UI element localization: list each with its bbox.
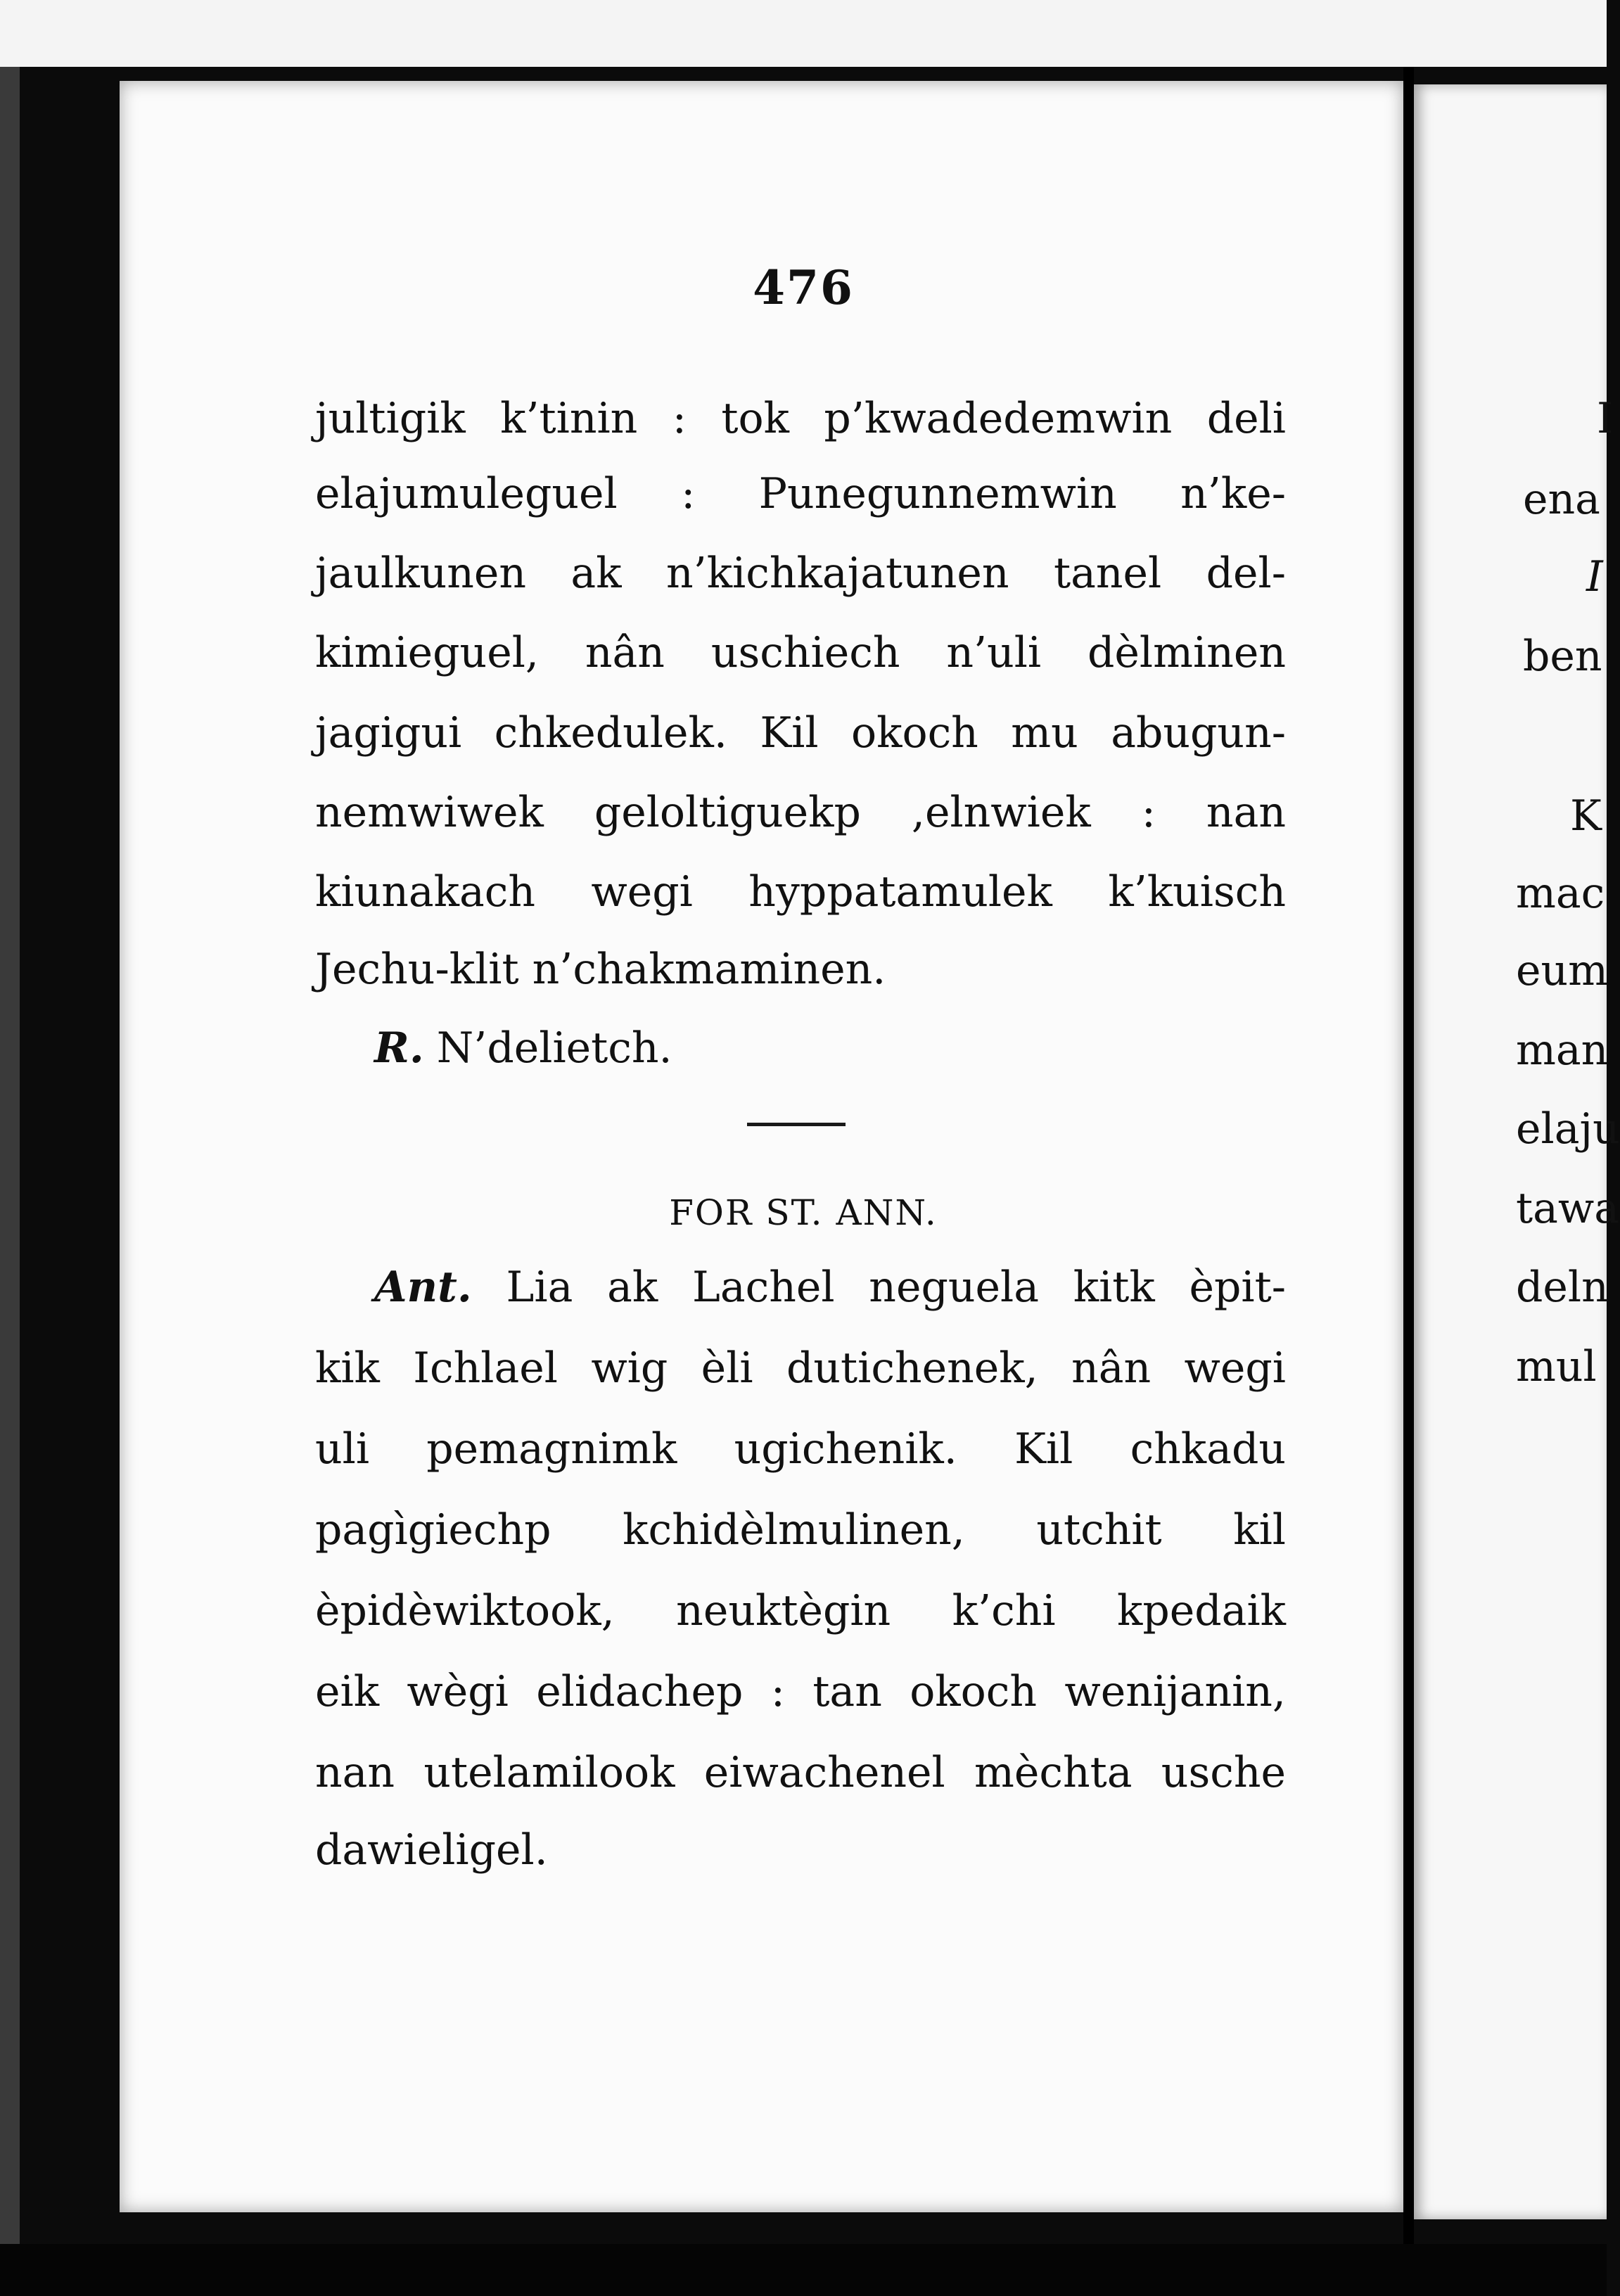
- next-page-fragment: man: [1516, 1026, 1609, 1075]
- antiphon-label: Ant.: [374, 1263, 472, 1312]
- antiphon-line: dawieligel.: [315, 1825, 548, 1875]
- body-line: kimieguel, nân uschiech n’uli dèlminen: [315, 628, 1286, 677]
- body-line: jultigik k’tinin : tok p’kwadedemwin deli: [315, 394, 1286, 443]
- body-line: elajumuleguel : Punegunnemwin n’ke-: [315, 469, 1286, 518]
- response-label: R.: [374, 1023, 424, 1073]
- antiphon-line: nan utelamilook eiwachenel mèchta usche: [315, 1748, 1286, 1797]
- next-page-fragment: K: [1570, 791, 1602, 841]
- next-page-fragment: tawa: [1516, 1184, 1620, 1233]
- body-line: jagigui chkedulek. Kil okoch mu abugun-: [315, 708, 1286, 758]
- section-heading: FOR ST. ANN.: [669, 1192, 938, 1233]
- antiphon-line: èpidèwiktook, neuktègin k’chi kpedaik: [315, 1586, 1286, 1635]
- antiphon-line: kik Ichlael wig èli dutichenek, nân wegi: [315, 1344, 1286, 1393]
- next-page-fragment: I: [1597, 394, 1614, 443]
- next-page-fragment: ben: [1523, 632, 1602, 681]
- section-divider: [747, 1123, 846, 1126]
- next-page-fragment: elaju: [1516, 1104, 1620, 1154]
- page-number: 476: [753, 260, 854, 315]
- antiphon-first-line: [374, 1263, 1286, 1312]
- next-page-fragment: I: [1586, 552, 1603, 601]
- next-page-fragment: ena: [1523, 475, 1600, 524]
- antiphon-line: uli pemagnimk ugichenik. Kil chkadu: [315, 1424, 1286, 1474]
- body-line: jaulkunen ak n’kichkajatunen tanel del-: [315, 549, 1286, 598]
- next-page-fragment: deln: [1516, 1263, 1609, 1312]
- antiphon-line: eik wègi elidachep : tan okoch wenijanin,: [315, 1667, 1286, 1716]
- next-page-fragment: mul: [1516, 1342, 1597, 1391]
- film-border-top: [0, 0, 1607, 67]
- response-line: [374, 1023, 672, 1073]
- body-line: Jechu-klit n’chakmaminen.: [315, 945, 886, 994]
- next-page-fragment: mac: [1516, 869, 1605, 918]
- next-page-fragment: eum: [1516, 946, 1609, 995]
- antiphon-line: Lia ak Lachel neguela kitk èpit-: [506, 1263, 1287, 1312]
- response-text: N’delietch.: [436, 1023, 672, 1073]
- body-line: kiunakach wegi hyppatamulek k’kuisch: [315, 867, 1286, 917]
- body-line: nemwiwek geloltiguekp ,elnwiek : nan: [315, 788, 1286, 837]
- page-gutter: [1403, 67, 1414, 2247]
- film-border-bottom: [0, 2244, 1607, 2296]
- film-border-left: [0, 67, 20, 2296]
- antiphon-line: pagìgiechp kchidèlmulinen, utchit kil: [315, 1505, 1286, 1555]
